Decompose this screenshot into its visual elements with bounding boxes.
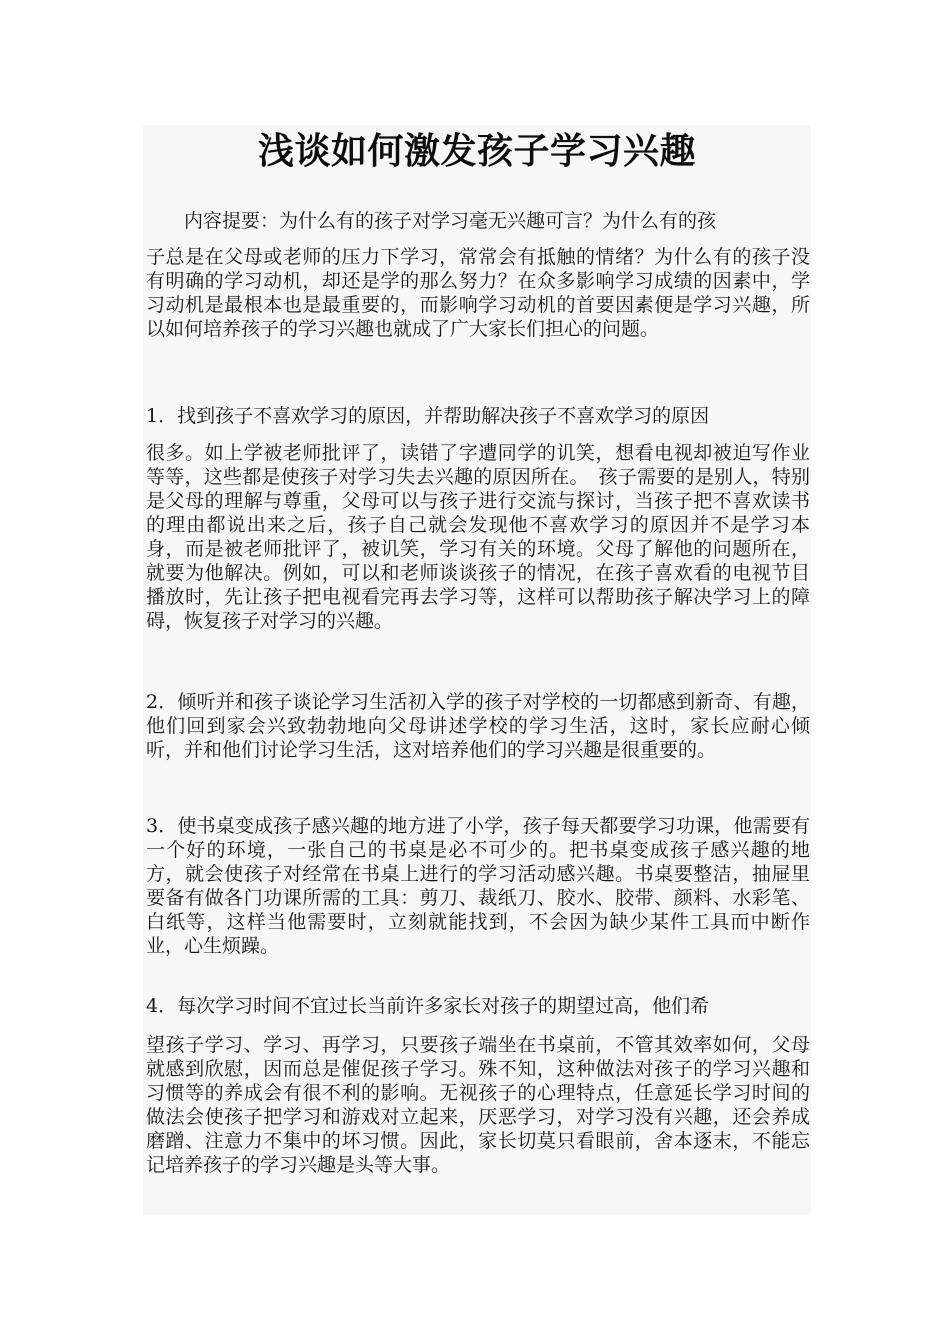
section-3-text: 3．使书桌变成孩子感兴趣的地方进了小学，孩子每天都要学习功课，他需要有一个好的环境，一张自己的书桌是必不可少的。把书桌变成孩子感兴趣的地方，就会使孩子对经常在书桌上进行的学习活动感兴趣。书桌要整洁，抽屉里要备有做各门功课所需的工具：剪刀、裁纸刀、胶水、胶带、颜料、水彩笔、白纸等，这样当他需要时，立刻就能找到，不会因为缺少某件工具而中断作业，心生烦躁。	[146, 815, 810, 957]
section-1-heading: 1．找到孩子不喜欢学习的原因，并帮助解决孩子不喜欢学习的原因	[146, 405, 710, 427]
section-4-heading: 4．每次学习时间不宜过长当前许多家长对孩子的期望过高，他们希	[146, 995, 710, 1017]
section-2-text: 2．倾听并和孩子谈论学习生活初入学的孩子对学校的一切都感到新奇、有趣，他们回到家会兴致勃勃地向父母讲述学校的学习生活，这时，家长应耐心倾听，并和他们讨论学习生活，这对培养他们的学习兴趣是很重要的。	[146, 691, 810, 761]
page-title: 浅谈如何激发孩子学习兴趣	[257, 130, 696, 172]
abstract-first-line: 内容提要：为什么有的孩子对学习毫无兴趣可言？为什么有的孩	[184, 210, 717, 232]
section-1-body: 很多。如上学被老师批评了，读错了字遭同学的讥笑，想看电视却被迫写作业等等，这些都是使孩子对学习失去兴趣的原因所在。 孩子需要的是别人，特别是父母的理解与尊重，父母可以与孩子进行交流与探讨，当孩子把不喜欢读书的理由都说出来之后，孩子自己就会发现他不喜欢学习的原因并不是学习本身，而是被老师批评了，被讥笑，学习有关的环境。父母了解他的问题所在，就要为他解决。例如，可以和老师谈谈孩子的情况，在孩子喜欢看的电视节目播放时，先让孩子把电视看完再去学习等，这样可以帮助孩子解决学习上的障碍，恢复孩子对学习的兴趣。	[146, 442, 810, 632]
section-4-body: 望孩子学习、学习、再学习，只要孩子端坐在书桌前，不管其效率如何，父母就感到欣慰，因而总是催促孩子学习。殊不知，这种做法对孩子的学习兴趣和习惯等的养成会有很不利的影响。无视孩子的心理特点，任意延长学习时间的做法会使孩子把学习和游戏对立起来，厌恶学习，对学习没有兴趣，还会养成磨蹭、注意力不集中的坏习惯。因此，家长切莫只看眼前，舍本逐末，不能忘记培养孩子的学习兴趣是头等大事。	[146, 1034, 810, 1176]
abstract-body: 子总是在父母或老师的压力下学习，常常会有抵触的情绪？为什么有的孩子没有明确的学习动机，却还是学的那么努力？在众多影响学习成绩的因素中，学习动机是最根本也是最重要的，而影响学习动机的首要因素便是学习兴趣，所以如何培养孩子的学习兴趣也就成了广大家长们担心的问题。	[146, 246, 810, 340]
